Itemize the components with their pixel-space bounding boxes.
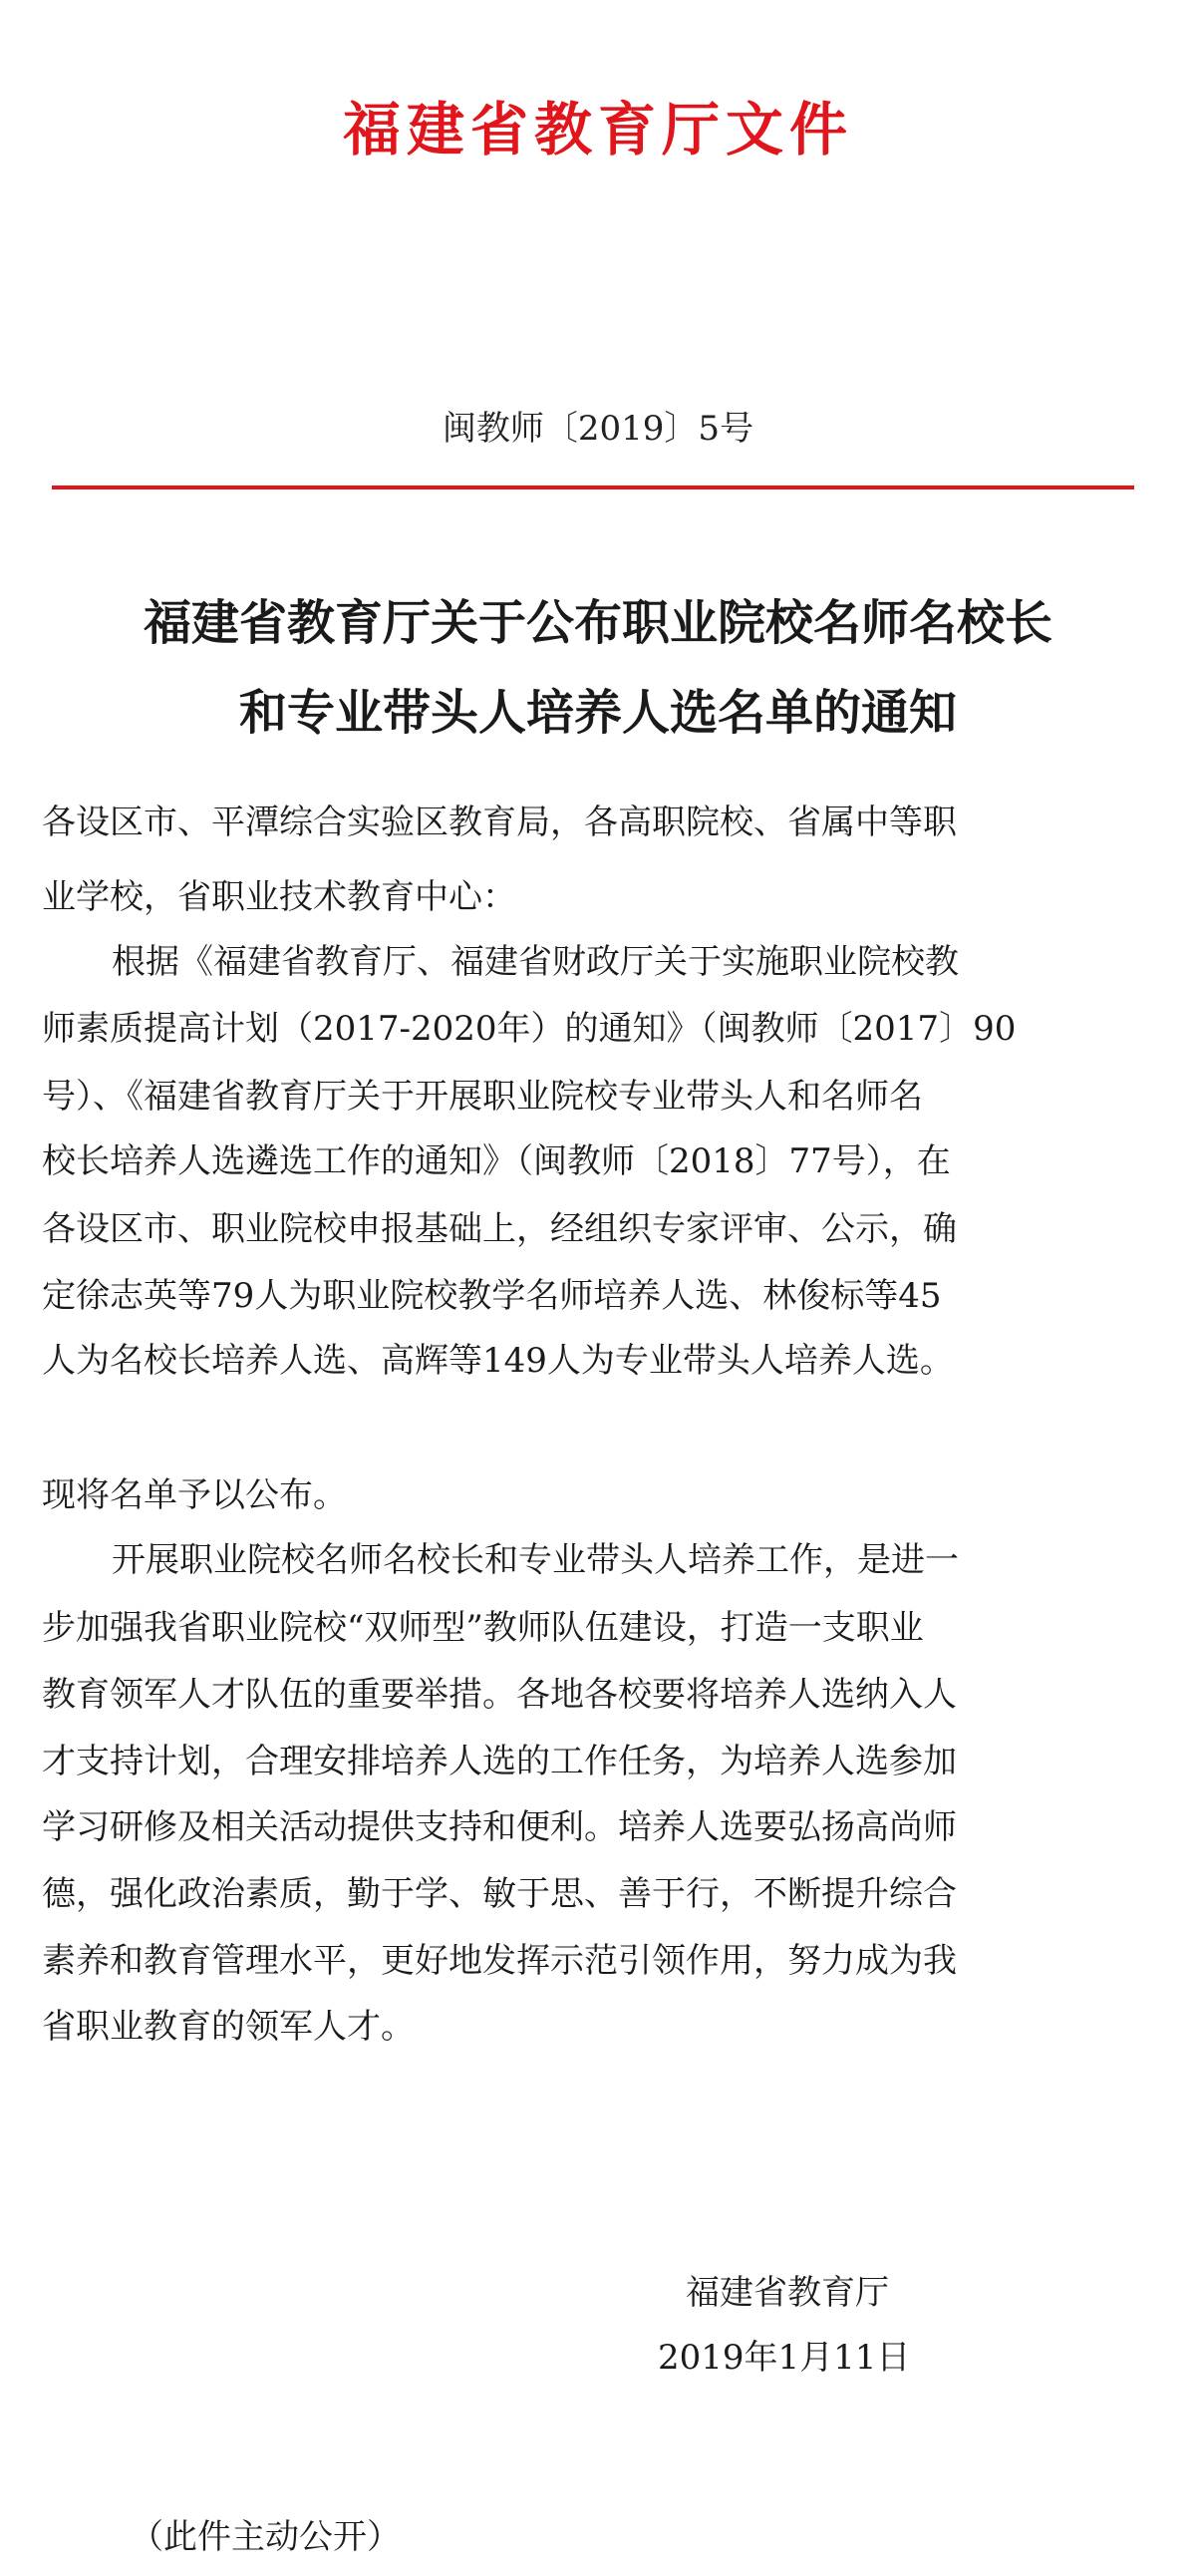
body-line: 人为名校长培养人选、高辉等149人为专业带头人培养人选。 (42, 1341, 954, 1381)
body-line: 校长培养人选遴选工作的通知》（闽教师〔2018〕77号），在 (42, 1141, 951, 1181)
document-header-title: 福建省教育厅文件 (342, 96, 853, 163)
body-line: 定徐志英等79人为职业院校教学名师培养人选、林俊标等45 (42, 1276, 942, 1316)
body-line: 各设区市、平潭综合实验区教育局，各高职院校、省属中等职 (42, 803, 957, 842)
body-line: 业学校，省职业技术教育中心： (42, 877, 516, 917)
notice-title-line-2: 和专业带头人培养人选名单的通知 (238, 685, 957, 741)
body-line: 素养和教育管理水平，更好地发挥示范引领作用，努力成为我 (42, 1941, 957, 1981)
body-line: 省职业教育的领军人才。 (42, 2007, 415, 2047)
body-line: 师素质提高计划（2017-2020年）的通知》（闽教师〔2017〕90 (42, 1009, 1017, 1049)
body-line: 德，强化政治素质，勤于学、敏于思、善于行，不断提升综合 (42, 1874, 957, 1914)
notice-title-line-1: 福建省教育厅关于公布职业院校名师名校长 (143, 595, 1052, 651)
body-line: 开展职业院校名师名校长和专业带头人培养工作，是进一 (112, 1540, 959, 1580)
body-line: 各设区市、职业院校申报基础上，经组织专家评审、公示，确 (42, 1209, 957, 1249)
body-line: 根据《福建省教育厅、福建省财政厅关于实施职业院校教 (112, 942, 959, 982)
disclosure-note: （此件主动公开） (130, 2517, 401, 2557)
document-number: 闽教师〔2019〕5号 (442, 409, 754, 449)
body-line: 号）、《福建省教育厅关于开展职业院校专业带头人和名师名 (42, 1077, 923, 1117)
body-line: 教育领军人才队伍的重要举措。各地各校要将培养人选纳入人 (42, 1675, 957, 1715)
body-line: 才支持计划，合理安排培养人选的工作任务，为培养人选参加 (42, 1742, 957, 1781)
body-line: 步加强我省职业院校“双师型”教师队伍建设，打造一支职业 (42, 1608, 924, 1648)
issue-date: 2019年1月11日 (658, 2338, 911, 2378)
red-divider-line (52, 485, 1134, 489)
body-line: 学习研修及相关活动提供支持和便利。培养人选要弘扬高尚师 (42, 1807, 957, 1847)
issuer-signature: 福建省教育厅 (686, 2273, 889, 2313)
body-line: 现将名单予以公布。 (42, 1475, 347, 1515)
